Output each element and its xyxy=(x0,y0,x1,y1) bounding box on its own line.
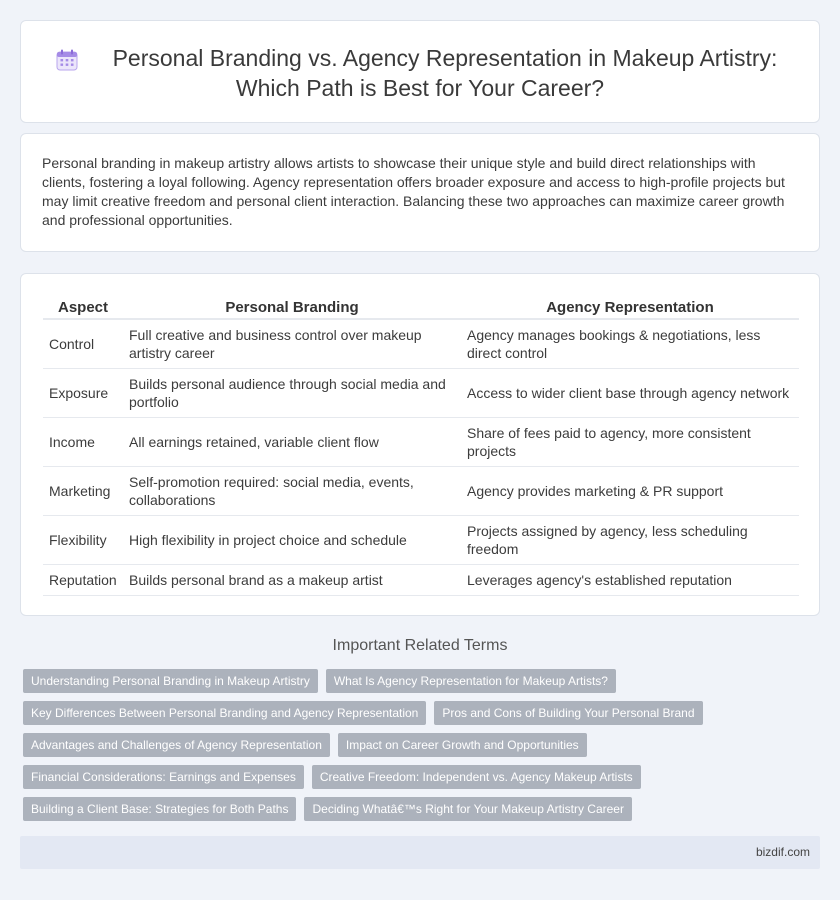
related-term-tag[interactable]: Pros and Cons of Building Your Personal Brand xyxy=(434,701,702,725)
table-row xyxy=(43,467,799,516)
table-row xyxy=(43,320,799,369)
personal-branding-cell: Full creative and business control over makeup artistry career xyxy=(123,320,461,369)
related-term-tag[interactable]: Impact on Career Growth and Opportunities xyxy=(338,733,587,757)
table-row xyxy=(43,369,799,418)
comparison-card xyxy=(20,273,820,616)
related-term-tag[interactable]: What Is Agency Representation for Makeup Artists? xyxy=(326,669,616,693)
comparison-table xyxy=(43,296,799,596)
agency-cell: Agency manages bookings & negotiations, less direct control xyxy=(461,320,799,369)
agency-cell: Agency provides marketing & PR support xyxy=(461,467,799,516)
aspect-cell: Exposure xyxy=(43,369,123,418)
related-terms-title: Important Related Terms xyxy=(332,637,508,654)
related-term-tag[interactable]: Deciding Whatâ€™s Right for Your Makeup Artistry Career xyxy=(304,797,631,821)
agency-cell: Projects assigned by agency, less scheduling freedom xyxy=(461,516,799,565)
footer-site-link[interactable]: bizdif.com xyxy=(755,845,810,859)
table-row xyxy=(43,516,799,565)
related-term-tag[interactable]: Key Differences Between Personal Branding and Agency Representation xyxy=(23,701,426,725)
header-personal-branding: Personal Branding xyxy=(123,296,461,320)
related-term-tag[interactable]: Advantages and Challenges of Agency Representation xyxy=(23,733,330,757)
table-row xyxy=(43,565,799,596)
related-term-tag[interactable]: Building a Client Base: Strategies for Both Paths xyxy=(23,797,296,821)
related-term-tag[interactable]: Understanding Personal Branding in Makeup Artistry xyxy=(23,669,318,693)
agency-cell: Leverages agency's established reputation xyxy=(461,565,799,596)
aspect-cell: Marketing xyxy=(43,467,123,516)
aspect-cell: Flexibility xyxy=(43,516,123,565)
intro-paragraph: Personal branding in makeup artistry allows artists to showcase their unique style and build direct relationships with clients, fostering a loyal following. Agency representation offers broader exposure and access to high-profile projects but may limit creative freedom and personal client interaction. Balancing these two approaches can maximize career growth and professional opportunities. xyxy=(42,155,785,228)
table-header-row xyxy=(43,296,799,320)
personal-branding-cell: High flexibility in project choice and schedule xyxy=(123,516,461,565)
title-line-1: Personal Branding vs. Agency Representation in Makeup Artistry: xyxy=(112,45,778,71)
personal-branding-cell: Builds personal audience through social media and portfolio xyxy=(123,369,461,418)
personal-branding-cell: Self-promotion required: social media, events, collaborations xyxy=(123,467,461,516)
header-aspect: Aspect xyxy=(43,296,123,320)
related-term-tag[interactable]: Financial Considerations: Earnings and Expenses xyxy=(23,765,304,789)
personal-branding-cell: All earnings retained, variable client flow xyxy=(123,418,461,467)
aspect-cell: Control xyxy=(43,320,123,369)
footer xyxy=(20,836,820,869)
intro-card xyxy=(20,133,820,252)
header-agency-representation: Agency Representation xyxy=(461,296,799,320)
personal-branding-cell: Builds personal brand as a makeup artist xyxy=(123,565,461,596)
aspect-cell: Reputation xyxy=(43,565,123,596)
related-term-tag[interactable]: Creative Freedom: Independent vs. Agency Makeup Artists xyxy=(312,765,641,789)
aspect-cell: Income xyxy=(43,418,123,467)
related-terms-list xyxy=(23,669,823,829)
table-row xyxy=(43,418,799,467)
agency-cell: Share of fees paid to agency, more consistent projects xyxy=(461,418,799,467)
agency-cell: Access to wider client base through agency network xyxy=(461,369,799,418)
header-card xyxy=(20,20,820,123)
page-title xyxy=(21,43,819,103)
title-line-2: Which Path is Best for Your Career? xyxy=(235,75,605,101)
